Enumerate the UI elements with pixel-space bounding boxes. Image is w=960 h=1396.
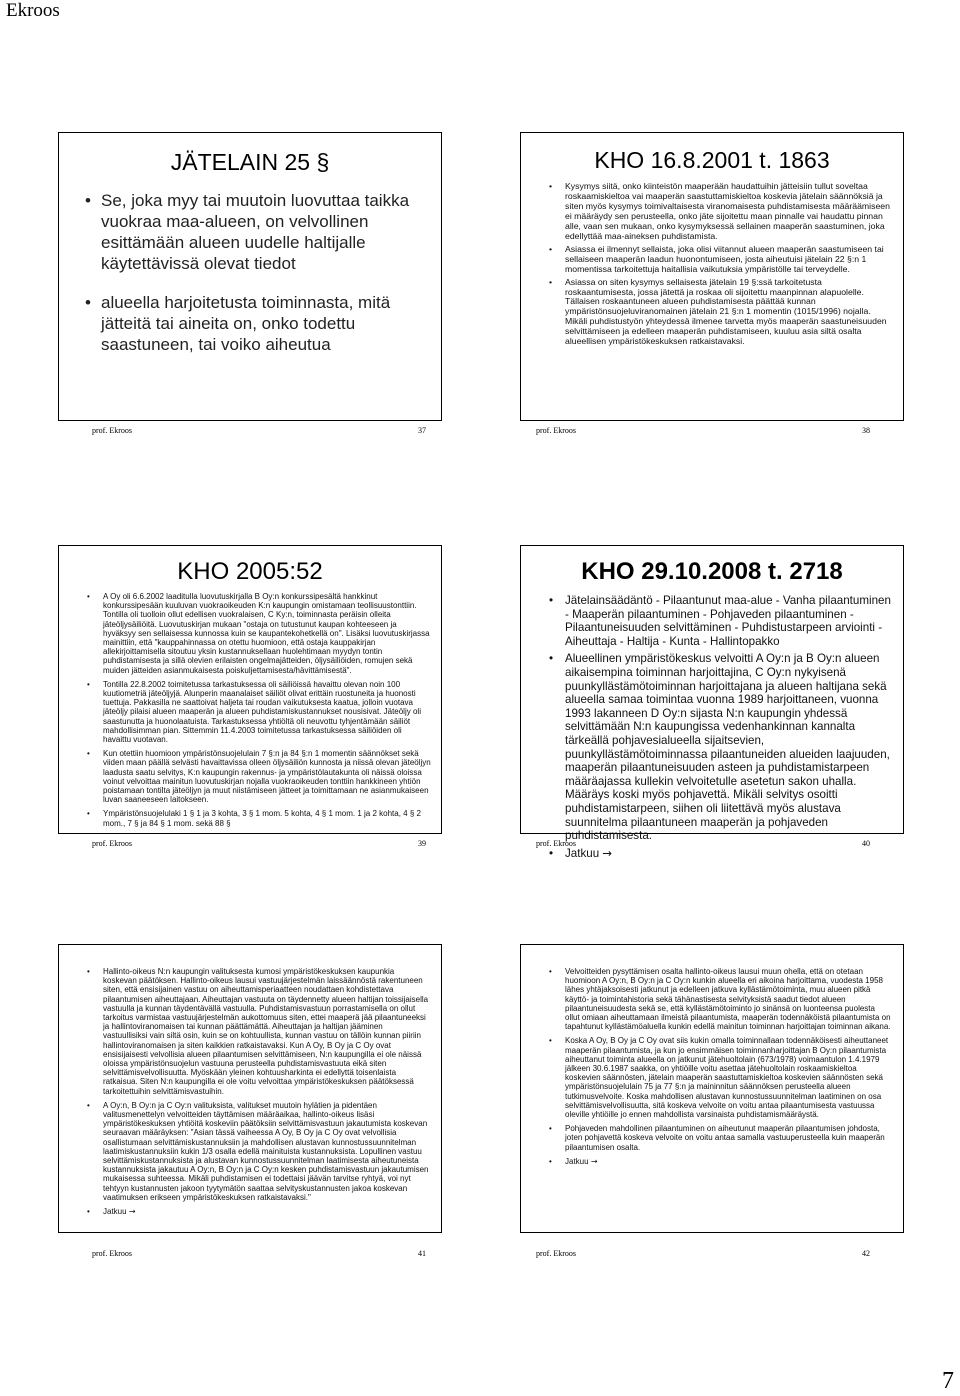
document-header: Ekroos — [6, 0, 60, 21]
slide-title: JÄTELAIN 25 § — [170, 149, 330, 175]
footer-page: 38 — [862, 426, 870, 435]
bullet-item: • alueella harjoitetusta toiminnasta, mitä jätteitä tai aineita on, onko todettu saastuneen, tai voiko aiheutua — [85, 292, 419, 355]
slide-39 — [58, 545, 442, 834]
page-number: 7 — [942, 1368, 954, 1394]
bullet-item: • Kun otettiin huomioon ympäristönsuojelulain 7 §:n ja 84 §:n 1 momentin säännökset sekä viiden maan päällä selvästi havaittavissa olleen öljysäiliön kunnosta ja niissä olevan jäteöljyn laadusta saatu selvitys, K:n kaupungin rakennus- ja ympäristölautakunta oli näissä oloissa voinut velvoittaa mainitun luovutuskirjan nojalla vuokraoikeuden tonttiin hankkineen yhtiön poistamaan tontilta jäteöljyn ja muut niistämiseen jätteet ja toimittamaan ne asianmukaiseen luvan saaneeseen laitokseen. — [87, 749, 431, 804]
slide-37 — [58, 132, 442, 421]
slide-42 — [520, 944, 904, 1233]
arrow-right-icon: → — [602, 845, 613, 860]
bullet-item: • Hallinto-oikeus N:n kaupungin valituksesta kumosi ympäristökeskuksen kaupunkia koskevan päätöksen. Hallinto-oikeus lausui vastuujärjestelmän laissäännöstä rakentuneen siten, että ensisijainen vastuu on aiheuttamisperiaatteen noudattaen kohdistettava pilaantumisen aiheuttajaan. Aiheuttajan vastuuta on täydennetty alueen haltijan toissijaisella vastuulla ja kunnan täydentävällä vastuulla. Puhdistamisvastuun porrastamisella on ollut tarkoitus varmistaa vastuujärjestelmän aukottomuus siten, ettei maaperä jää pilaantuneeksi ja hallintoviranomaisen tai kunnan päättämättä. Aiheuttajan ja haltijan jääminen vastuullisiksi vain siltä osin, kuin se on kohtuullista, kunnan vastuu on tällöin kunnan piiriin hallintoviranomaisen ja siten kaikkien ratkaistavaksi. Kun A Oy, B Oy ja C Oy ovat ensisijaisesti velvollisia alueen pilaantumisen selvittämiseen, N:n kaupungilla ei ole näissä oloissa ympäristönsuojelun vastuuna perusteella puhdistamisvastuuta eikä siten selvittämisvelvollisuutta. Myöskään yleinen kohtuusharkinta ei edellyttä toisenlaista ratkaisua. Siten N:n kaupungilla ei ole voitu velvoittaa ympäristökeskuksen päätöksessä tarkoitettuihin selvittämisvastuihin. — [87, 967, 429, 1096]
footer-page: 39 — [418, 839, 426, 848]
bullet-item: • Se, joka myy tai muutoin luovuttaa taikka vuokraa maa-alueen, on velvollinen esittämään alueen uudelle haltijalle käytettävissä olevat tiedot — [85, 190, 419, 274]
footer-page: 41 — [418, 1249, 426, 1258]
bullet-item: • Ympäristönsuojelulaki 1 § 1 ja 3 kohta, 3 § 1 mom. 5 kohta, 4 § 1 mom. 1 ja 2 kohta, 4 § 2 mom., 7 § ja 84 § 1 mom. sekä 88 § — [87, 809, 431, 827]
bullet-item: • Pohjaveden mahdollinen pilaantuminen on aiheutunut maaperän pilaantumisen johdosta, joten pohjavettä koskeva velvoite on voitu antaa samalla vastuuperusteella kuin maaperän pilaantumisen osalta. — [549, 1124, 891, 1152]
slide-title: KHO 29.10.2008 t. 2718 — [581, 558, 843, 585]
continue-link[interactable]: • Jatkuu → — [549, 847, 893, 861]
footer-author: prof. Ekroos — [536, 1249, 576, 1258]
footer-author: prof. Ekroos — [92, 426, 132, 435]
arrow-right-icon: → — [590, 1156, 598, 1166]
bullet-item: • Kysymys siitä, onko kiinteistön maaperään haudattuihin jätteisiin tullut soveltaa roskaamiskieltoa vai maaperän saastuttamiskieltoa koskevia jätelain säännöksiä ja siten myös kysymys toimivaltaisesta viranomaisesta puhdistamisesta määräämiseen ei määräydy sen perusteella, onko jäte sijoitettu maan pinnalle vai haudattu pinnan alle, vaan sen mukaan, onko kysymyksessä sellainen maaperän saastuminen, joka edellyttää maa-aineksen puhdistamista. — [549, 182, 893, 242]
footer-author: prof. Ekroos — [536, 426, 576, 435]
footer-author: prof. Ekroos — [92, 1249, 132, 1258]
continue-link[interactable]: • Jatkuu → — [87, 1207, 429, 1216]
slide-38 — [520, 132, 904, 421]
bullet-item: • Tontilla 22.8.2002 toimitetussa tarkastuksessa oli säiliöissä havaittu olevan noin 100 kuutiometriä jäteöljyjä. Alunperin maanalaiset säiliöt olivat erittäin ruostuneita ja huonosti tuettuja. Pakkasilla ne saattoivat haljeta tai roudan vaikutuksesta kaatua, jolloin vuotava jäteöljy pilaisi alueen maaperän ja alueen puhdistamiskustannukset nousisivat. Jäteöljy oli saastunutta ja huonolaatuista. Tarkastuksessa yhtiöltä oli neuvottu tyhjentämään säiliöt mahdollisimman pian. Sittemmin 11.4.2003 toimitetussa tarkastuksessa säiliöiden oli havaittu vuotavan. — [87, 680, 431, 744]
footer-author: prof. Ekroos — [92, 839, 132, 848]
bullet-item: • Asiassa ei ilmennyt sellaista, joka olisi viitannut alueen maaperän saastumiseen tai sellaiseen maaperän laadun huonontumiseen, josta aiheutuisi jätelain 22 §:n 1 momentissa tarkoitettuja haitallisia vaikutuksia ympäristölle tai terveydelle. — [549, 245, 893, 275]
bullet-item: • Alueellinen ympäristökeskus velvoitti A Oy:n ja B Oy:n alueen aikaisempina toiminnan harjoittajina, C Oy:n nykyisenä puunkyllästämötoiminnan harjoittajana ja alueen haltijana sekä alueella samaa toimintaa vuonna 1989 harjoittaneen, vuonna 1993 lakanneen D Oy:n sijasta N:n kaupungin yhdessä selvittämään N:n kaupungissa vedenhankinnan kannalta tärkeällä pohjavesialueella sijaitsevien, puunkyllästämötoiminnassa pilaantuneiden alueiden laajuuden, maaperän pilaantuneisuuden asteen ja puhdistamistarpeen määräajassa kullekin velvoitetulle asetetun sakon uhalla. Määräys koski myös pohjavettä. Mikäli selvitys osoitti puhdistamistarpeen, siihen oli liitettävä myös alustava suunnitelma pilaantuneen maaperän ja pohjaveden puhdistamisesta. — [549, 652, 893, 842]
bullet-item: • Koska A Oy, B Oy ja C Oy ovat siis kukin omalla toiminnallaan todennäköisesti aiheuttaneet maaperän pilaantumista, ja kun jo ensimmäisen toiminnanharjoittajan B Oy:n pilaantumista aiheuttanut toiminta alueella on jatkunut jätehuoltolain (673/1978) voimaantulon 1.4.1979 jälkeen 30.6.1987 saakka, on yhtiöille voitu asettaa jätehuoltolain roskaamiskieltoa koskevien säännösten, jätelain maaperän saastuttamiskieltoa koskevien säännösten sekä ympäristönsuojelulain 75 ja 77 §:n ja maininnitun säännöksen perusteella alueen tutkimusvelvoite. Koska mahdollisen alustavan kunnostussuunnitelman laatiminen on osa selvittämisvelvollisuutta, sitä koskeva velvoite on voitu antaa pilaantumisesta vastuussa oleville yhtiöille jo ennen mahdollista varsinaista puhdistamismääräystä. — [549, 1036, 891, 1119]
continue-link[interactable]: • Jatkuu → — [549, 1157, 891, 1166]
bullet-item: • Asiassa on siten kysymys sellaisesta jätelain 19 §:ssä tarkoitetusta roskaantumisesta, jossa jätettä ja roskaa oli sijoitettu maanpinnan alapuolelle. Tällaisen roskaantuneen alueen puhdistamisesta päättää kunnan ympäristönsuojeluviranomainen jätelain 21 §:n 1 momentin (1015/1996) nojalla. Mikäli puhdistustyön yhteydessä ilmenee tarvetta myös maaperän saastuneisuuden selvittämiseen ja edelleen maaperän puhdistamiseen, kuuluu asia siltä osalta alueellisen ympäristökeskuksen ratkaistavaksi. — [549, 278, 893, 348]
footer-page: 40 — [862, 839, 870, 848]
footer-page: 37 — [418, 426, 426, 435]
bullet-item: • A Oy oli 6.6.2002 laaditulla luovutuskirjalla B Oy:n konkurssipesältä hankkinut konkurssipesään kuuluvan vuokraoikeuden K:n kaupungin omistamaan teollisuustonttiin. Tontilla oli tuolloin ollut edellisen vuokralaisen, C Ky:n, toiminnasta peräisin olleita jäteöljysäiliöitä. Luovutuskirjan mukaan "ostaja on tutustunut kaupan kohteeseen ja hyväksyy sen sellaisessa kunnossa kuin se kaupantekohetkellä on". Lisäksi luovutuskirjassa mainittiin, että "kauppahinnassa on otettu huomioon, että ostaja kauppakirjan allekirjoittamisella sitoutuu yksin kustannuksellaan huolehtimaan myydyn tontin puhdistamisesta ja sillä olevien erilaisten ongelmajätteiden, öljysäiliöiden, romujen sekä muiden jätteiden asianmukaisesta poiskuljettamisesta/hävittämisestä". — [87, 592, 431, 675]
slide-41 — [58, 944, 442, 1233]
bullet-item: • Velvoitteiden pysyttämisen osalta hallinto-oikeus lausui muun ohella, että on otetaan huomioon A Oy:n, B Oy:n ja C Oy:n kunkin alueella eri aikoina harjoittama, vuodesta 1958 lähes yhtäjaksoisesti jatkunut ja edelleen jatkuva kyllästämötoiminta, muu alueen pitkä käyttö- ja toimintahistoria sekä tähänastisesta selvityksistä saadut tiedot alueen pilaantuneisuudesta sekä se, että kyllästämötoiminto jo sinänsä on luonteensa puolesta ollut omiaan aiheuttamaan ilmeistä pilaantumista, maaperän todennäköistä pilaantumista on tapahtunut kyllästämöaluella kunkin edellä mainitun toiminnan harjoittajan toiminnan aikana. — [549, 967, 891, 1031]
bullet-item: • Jätelainsäädäntö - Pilaantunut maa-alue - Vanha pilaantuminen - Maaperän pilaantuminen - Pohjaveden pilaantuminen - Pilaantuneisuuden selvittäminen - Puhdistustarpeen arviointi - Aiheuttaja - Haltija - Kunta - Hallintopakko — [549, 594, 893, 648]
footer-author: prof. Ekroos — [536, 839, 576, 848]
arrow-right-icon: → — [128, 1207, 136, 1217]
bullet-item: • A Oy:n, B Oy:n ja C Oy:n valituksista, valitukset muutoin hylätien ja pidentäen valitusmenettelyn velvoitteiden täyttämisen määräaikaa, hallinto-oikeus lisäsi ympäristökeskuksen yhtiöitä koskeviin päätöksiin selvittämisvastuun jakautumista koskevan seuraavan määräyksen: "Asian tässä vaiheessa A Oy, B Oy ja C Oy ovat velvollisia osallistumaan selvittämiskustannuksiin ja mahdollisen alustavan kunnostussuunnitelman laatimiskustannuksiin kukin 1/3 osalla edellä mainituista kustannuksista. Lopullinen vastuu selvittämiskustannuksista ja alustavan kunnostussuunnitelman laatimisesta aiheutuneista kustannuksista jakautuu A Oy:n, B Oy:n ja C Oy:n kesken puhdistamisvastuun jakautumisen mukaisessa suhteessa. Mikäli puhdistamisen ei todettaisi jäävän tarvitse ryhtyä, voi nyt tehtyyn kustannusten jakoon tyytymätön saattaa selvityskustannusten jakoa koskevan vaatimuksen erikseen ympäristökeskuksen ratkaistavaksi." — [87, 1101, 429, 1202]
slide-title: KHO 2005:52 — [177, 558, 323, 585]
footer-page: 42 — [862, 1249, 870, 1258]
slide-title: KHO 16.8.2001 t. 1863 — [594, 147, 830, 173]
